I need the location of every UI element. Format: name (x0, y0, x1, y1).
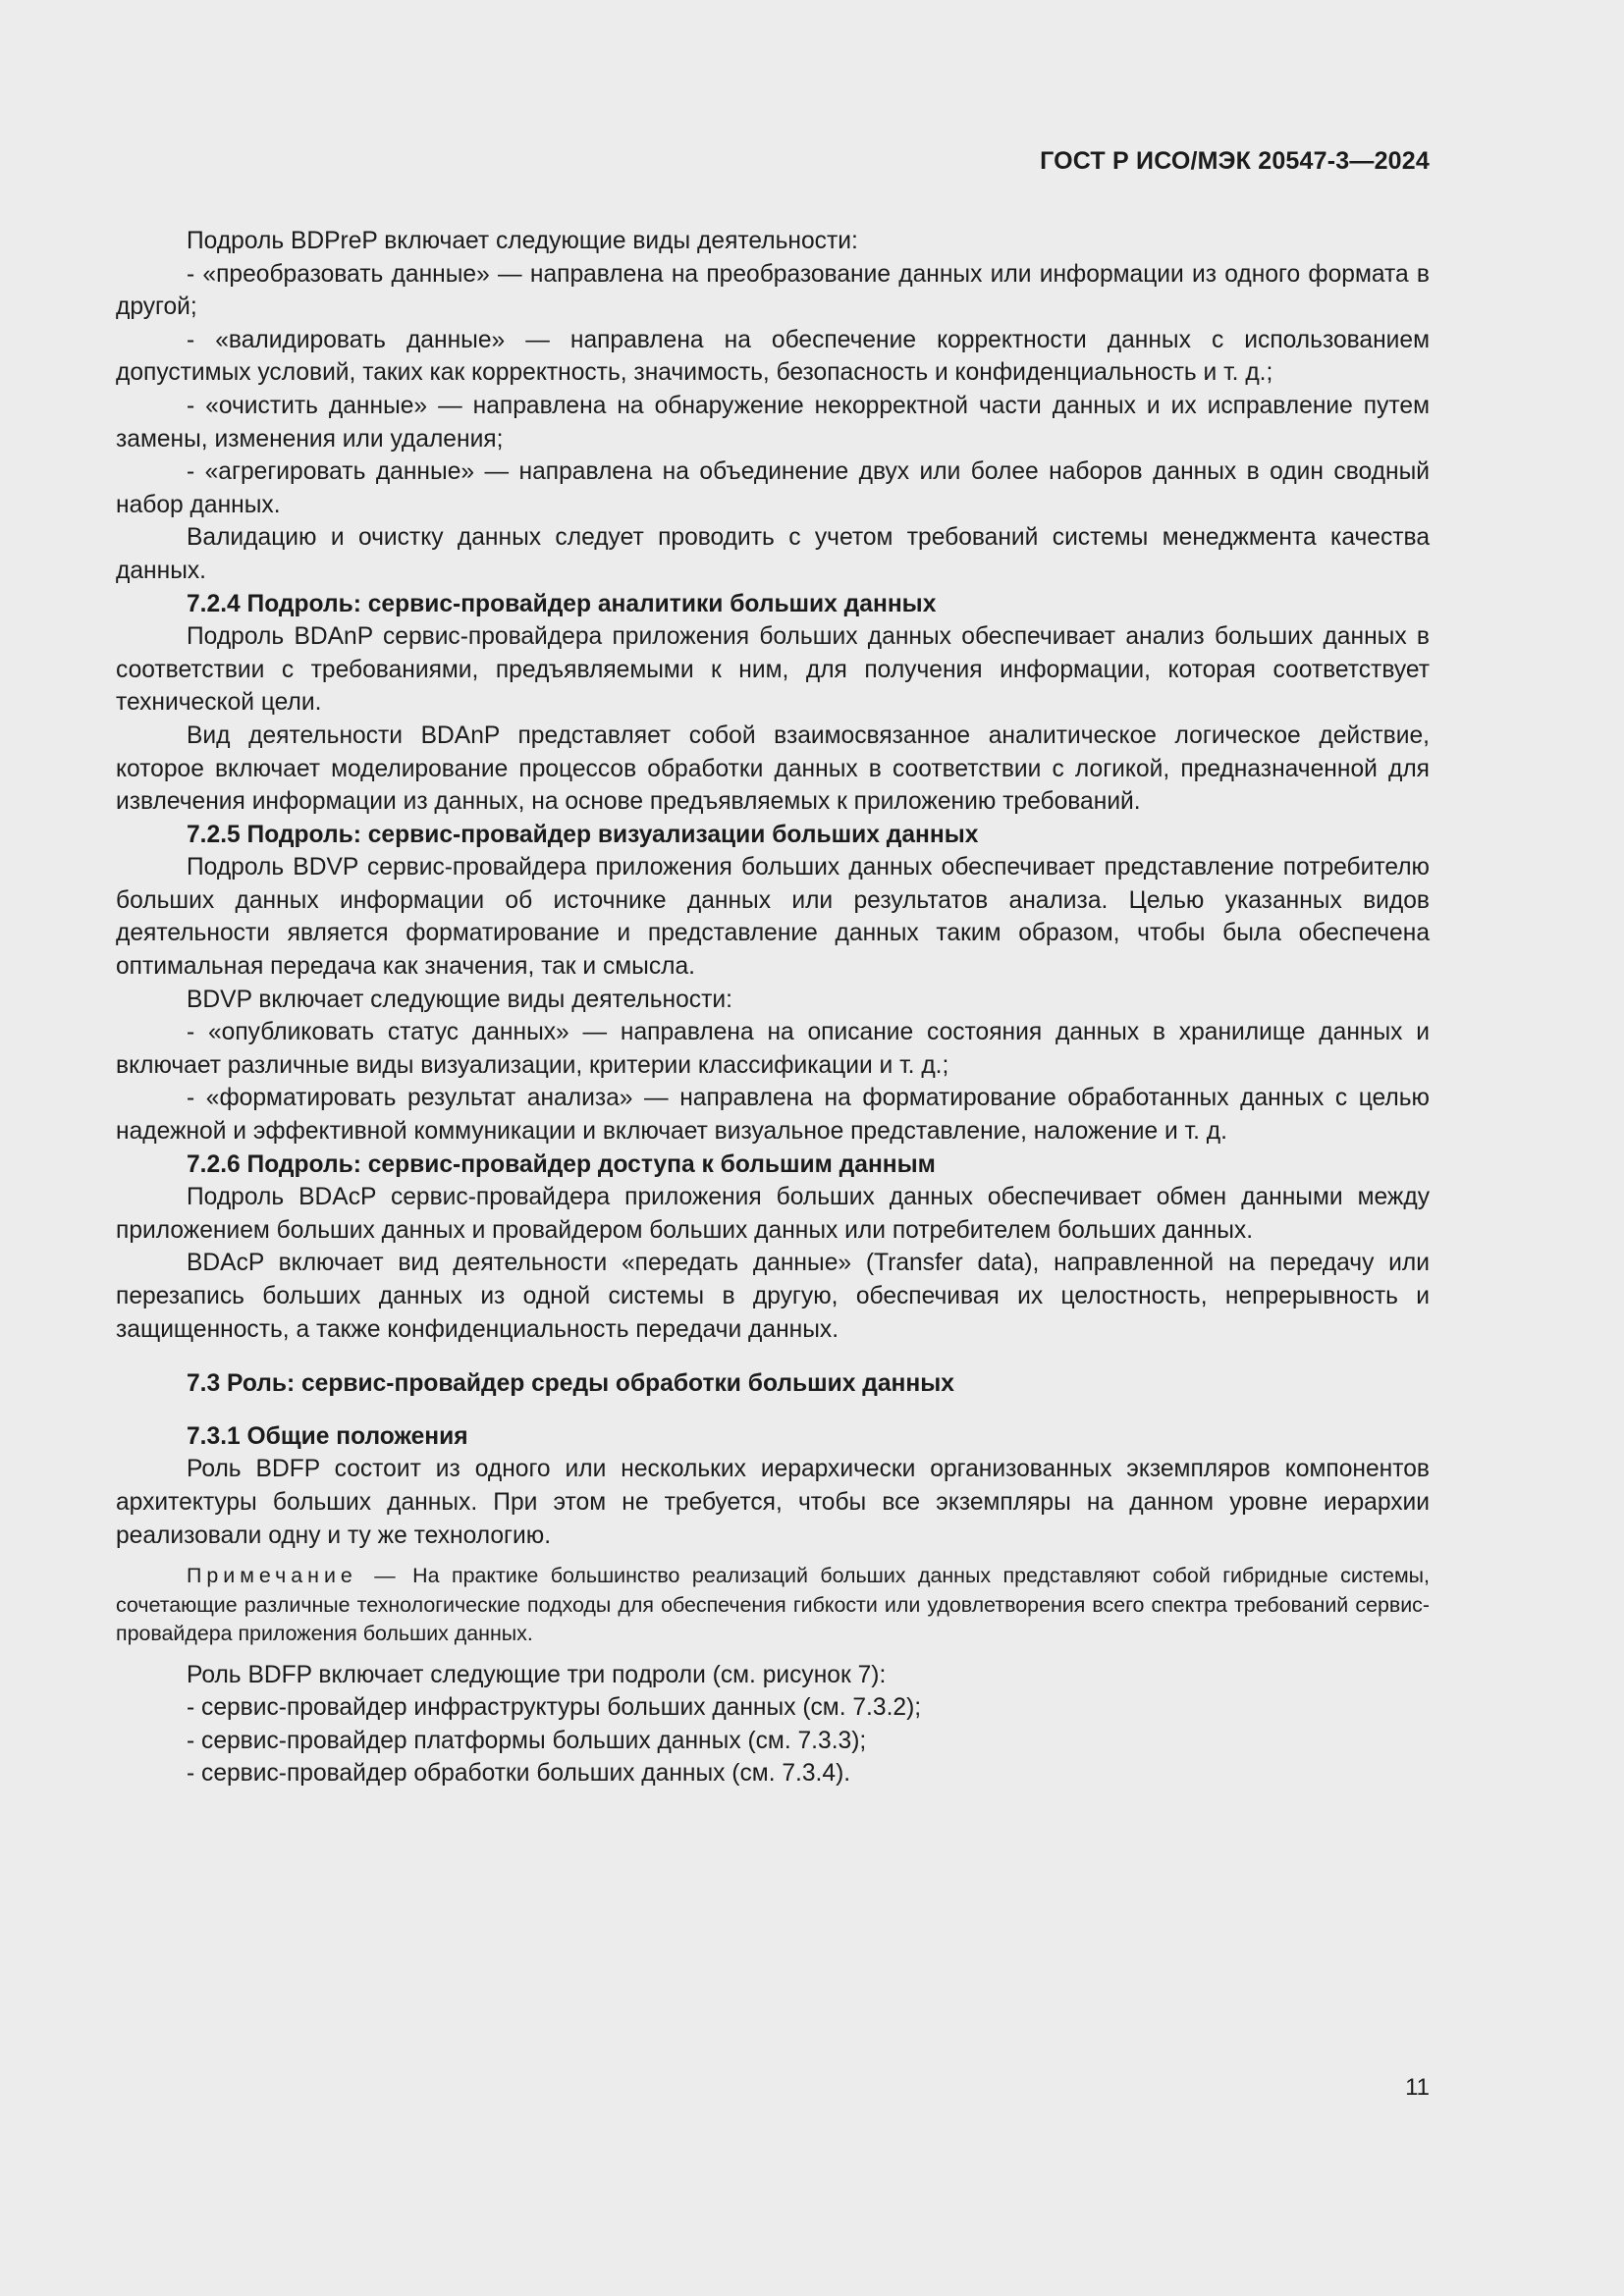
paragraph: Подроль BDAnP сервис-провайдера приложения больших данных обеспечивает анализ больших данных в соответствии с требованиями, предъявляемыми к ним, для получения информации, которая соответствует технической цели. (116, 623, 1430, 717)
paragraph: Роль BDFP включает следующие три подроли (см. рисунок 7): (187, 1661, 887, 1688)
paragraph: Подроль BDPreP включает следующие виды деятельности: (187, 228, 858, 254)
list-item: - «опубликовать статус данных» — направлена на описание состояния данных в хранилище данных и включает различные виды визуализации, критерии классификации и т. д.; (116, 1019, 1430, 1079)
section-heading-7-3-1: 7.3.1 Общие положения (187, 1422, 468, 1450)
list-item: - «очистить данные» — направлена на обнаружение некорректной части данных и их исправление путем замены, изменения или удаления; (116, 392, 1430, 453)
section-heading-7-2-6: 7.2.6 Подроль: сервис-провайдер доступа к большим данным (187, 1150, 936, 1178)
list-item: - сервис-провайдер инфраструктуры больших данных (см. 7.3.2); (187, 1694, 922, 1722)
paragraph: Подроль BDAcP сервис-провайдера приложения больших данных обеспечивает обмен данными между приложением больших данных и провайдером больших данных или потребителем больших данных. (116, 1184, 1430, 1244)
section-heading-7-3: 7.3 Роль: сервис-провайдер среды обработки больших данных (187, 1370, 954, 1398)
section-heading-7-2-5: 7.2.5 Подроль: сервис-провайдер визуализации больших данных (187, 821, 979, 848)
paragraph: Вид деятельности BDAnP представляет собой взаимосвязанное аналитическое логическое действие, которое включает моделирование процессов обработки данных в соответствии с логикой, предназначенной для извлечения информации из данных, на основе предъявляемых к приложению требований. (116, 721, 1430, 816)
note-text: На практике большинство реализаций больших данных представляют собой гибридные системы, сочетающие различные технологические подходы для обеспечения гибкости или удовлетворения всего спектра требований сервис-провайдера приложения больших данных. (116, 1564, 1430, 1646)
note (116, 1562, 1430, 1649)
section-heading-7-2-4: 7.2.4 Подроль: сервис-провайдер аналитики больших данных (187, 590, 937, 617)
page-number: 11 (1405, 2074, 1430, 2101)
list-item: - сервис-провайдер платформы больших данных (см. 7.3.3); (187, 1727, 867, 1754)
note-label: Примечание — (187, 1564, 401, 1588)
paragraph: Валидацию и очистку данных следует проводить с учетом требований системы менеджмента качества данных. (116, 524, 1430, 584)
list-item: - «агрегировать данные» — направлена на объединение двух или более наборов данных в один сводный набор данных. (116, 458, 1430, 518)
list-item: - «форматировать результат анализа» — направлена на форматирование обработанных данных с целью надежной и эффективной коммуникации и включает визуальное представление, наложение и т. д. (116, 1085, 1430, 1146)
list-item: - «валидировать данные» — направлена на обеспечение корректности данных с использованием допустимых условий, таких как корректность, значимость, безопасность и конфиденциальность и т. д.; (116, 326, 1430, 387)
list-item: - «преобразовать данные» — направлена на преобразование данных или информации из одного формата в другой; (116, 260, 1430, 321)
paragraph: Роль BDFP состоит из одного или нескольких иерархически организованных экземпляров компонентов архитектуры больших данных. При этом не требуется, чтобы все экземпляры на данном уровне иерархии реализовали одну и ту же технологию. (116, 1456, 1430, 1549)
list-item: - сервис-провайдер обработки больших данных (см. 7.3.4). (187, 1760, 851, 1788)
document-body (116, 225, 1430, 1790)
paragraph: BDVP включает следующие виды деятельности: (187, 986, 732, 1013)
paragraph: Подроль BDVP сервис-провайдера приложения больших данных обеспечивает представление потребителю больших данных информации об источнике данных или результатов анализа. Целью указанных видов деятельности является форматирование и представление данных таким образом, чтобы была обеспечена оптимальная передача как значения, так и смысла. (116, 854, 1430, 981)
document-header: ГОСТ Р ИСО/МЭК 20547-3—2024 (1040, 147, 1430, 175)
paragraph: BDAcP включает вид деятельности «передать данные» (Transfer data), направленной на передачу или перезапись больших данных из одной системы в другую, обеспечивая их целостность, непрерывность и защищенность, а также конфиденциальность передачи данных. (116, 1250, 1430, 1343)
